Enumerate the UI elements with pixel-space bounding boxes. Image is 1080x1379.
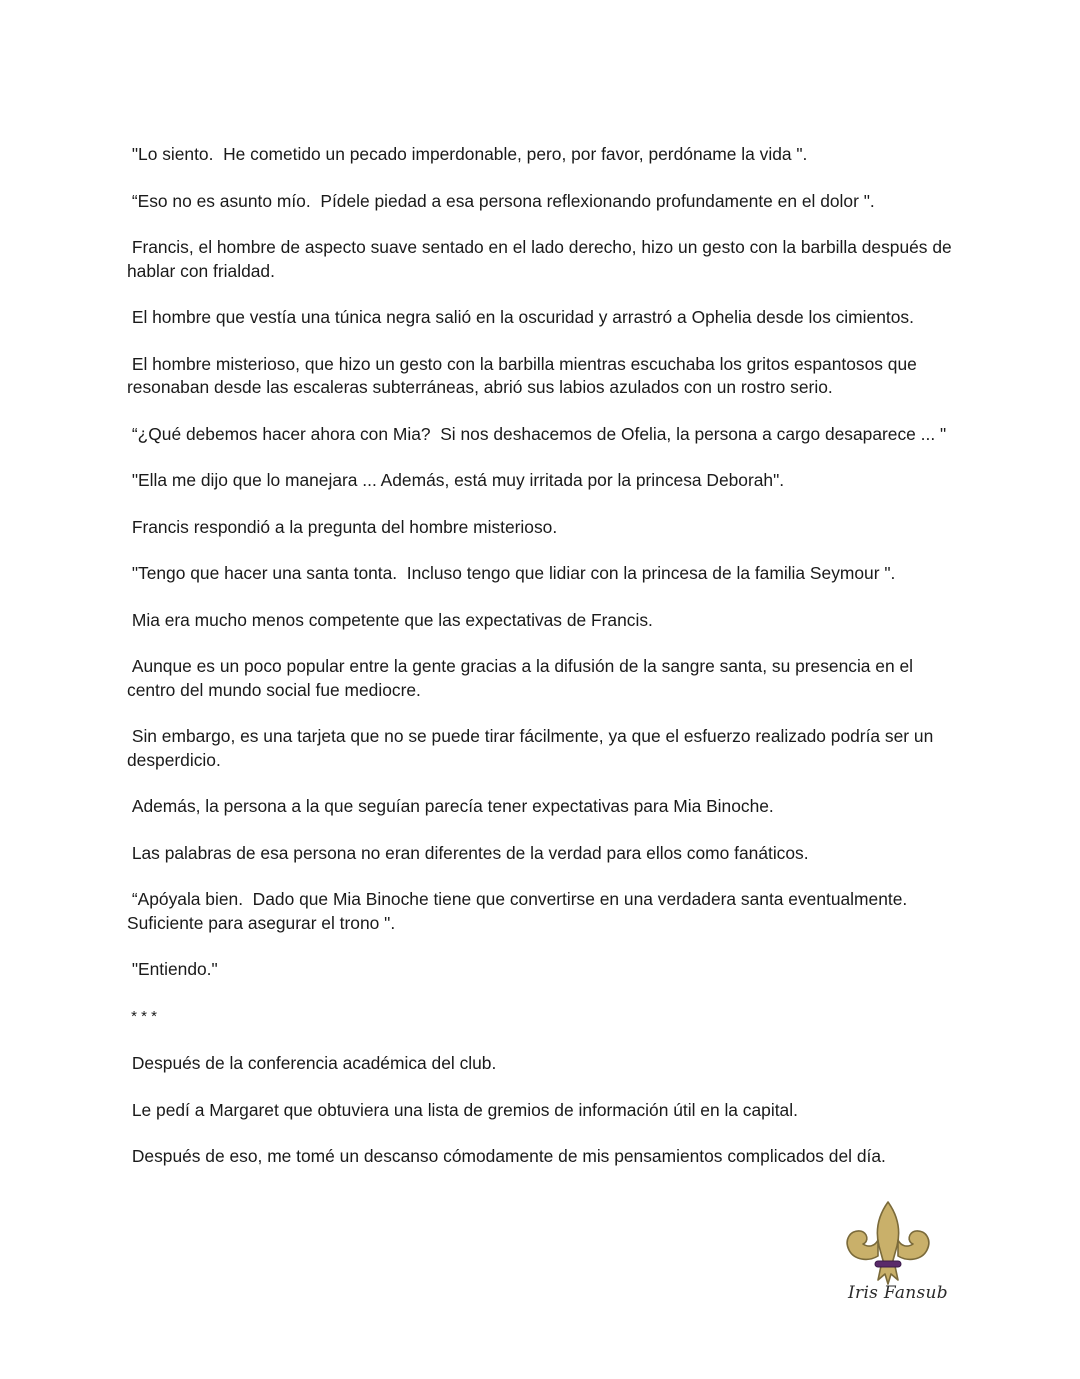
paragraph: Le pedí a Margaret que obtuviera una lista de gremios de información útil en la capital. <box>127 1099 798 1120</box>
paragraph: Sin embargo, es una tarjeta que no se puede tirar fácilmente, ya que el esfuerzo realizado podría ser un desperdicio. <box>127 726 939 770</box>
paragraph: “¿Qué debemos hacer ahora con Mia? Si nos deshacemos de Ofelia, la persona a cargo desaparece ... " <box>127 423 947 444</box>
paragraph: Francis respondió a la pregunta del hombre misterioso. <box>127 516 558 537</box>
paragraph: Después de la conferencia académica del club. <box>127 1053 497 1073</box>
fleur-de-lis-icon <box>838 1200 942 1286</box>
fansub-logo-text: Iris Fansub <box>848 1283 948 1303</box>
paragraph: Mia era mucho menos competente que las expectativas de Francis. <box>127 609 653 630</box>
paragraph: Además, la persona a la que seguían parecía tener expectativas para Mia Binoche. <box>127 796 774 816</box>
paragraph: Aunque es un poco popular entre la gente gracias a la difusión de la sangre santa, su presencia en el centro del mundo social fue mediocre. <box>127 656 918 700</box>
paragraph: Francis, el hombre de aspecto suave sentado en el lado derecho, hizo un gesto con la barbilla después de hablar con frialdad. <box>127 237 957 281</box>
paragraph: “Eso no es asunto mío. Pídele piedad a esa persona reflexionando profundamente en el dolor ". <box>127 190 875 211</box>
scene-separator: * * * <box>127 1007 158 1025</box>
paragraph: Las palabras de esa persona no eran diferentes de la verdad para ellos como fanáticos. <box>127 842 809 863</box>
paragraph: "Ella me dijo que lo manejara ... Además, está muy irritada por la princesa Deborah". <box>127 470 785 490</box>
paragraph: “Apóyala bien. Dado que Mia Binoche tiene que convertirse en una verdadera santa eventualmente. Suficiente para asegurar el trono ". <box>127 889 913 933</box>
paragraph: "Tengo que hacer una santa tonta. Incluso tengo que lidiar con la princesa de la familia Seymour ". <box>127 563 896 583</box>
paragraph: Después de eso, me tomé un descanso cómodamente de mis pensamientos complicados del día. <box>127 1146 886 1166</box>
fansub-logo <box>838 1200 948 1310</box>
paragraph: El hombre que vestía una túnica negra salió en la oscuridad y arrastró a Ophelia desde los cimientos. <box>127 307 914 327</box>
paragraph: "Lo siento. He cometido un pecado imperdonable, pero, por favor, perdóname la vida ". <box>127 144 808 164</box>
paragraph: El hombre misterioso, que hizo un gesto con la barbilla mientras escuchaba los gritos espantosos que resonaban desde las escaleras subterráneas, abrió sus labios azulados con un rostro serio. <box>127 353 922 397</box>
document-body <box>127 143 957 1192</box>
paragraph: "Entiendo." <box>127 959 218 979</box>
